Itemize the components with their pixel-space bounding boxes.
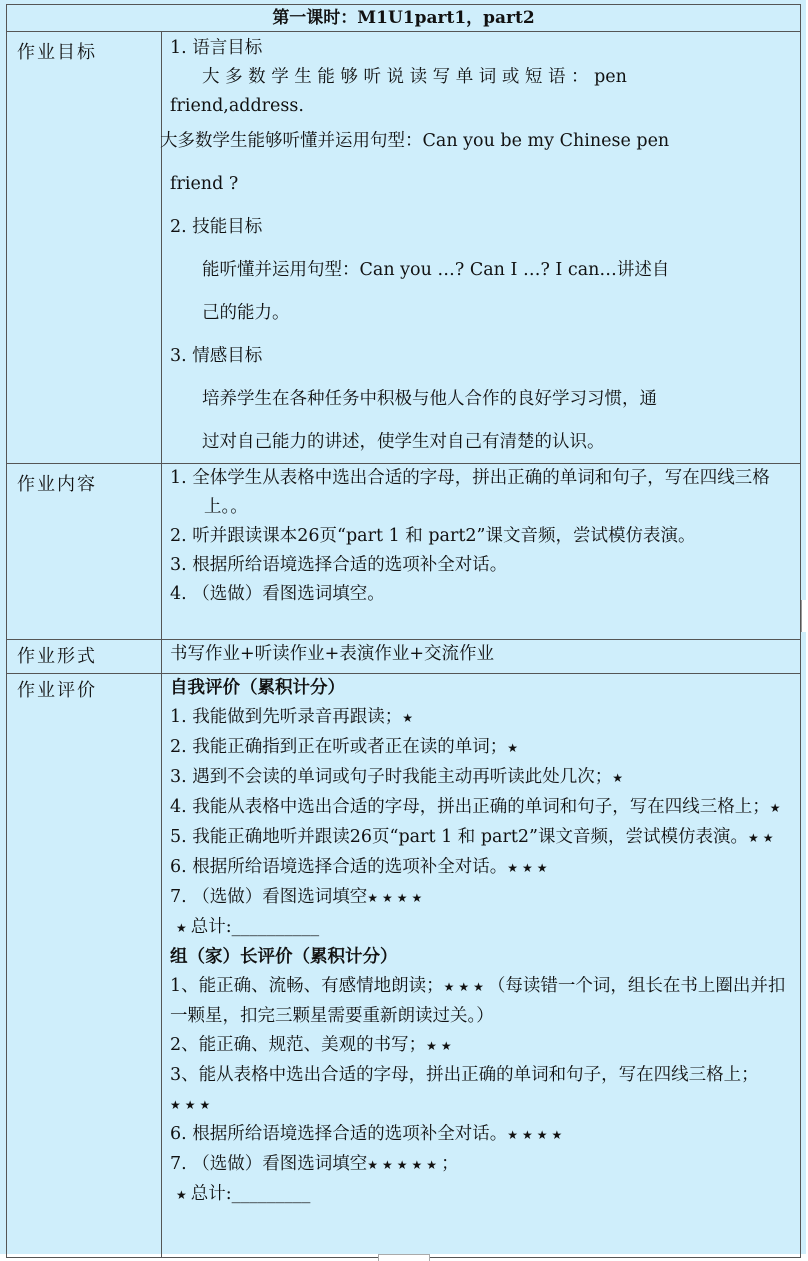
page-bottom-marker bbox=[378, 1254, 430, 1261]
language-goal-1b: friend,address. bbox=[170, 96, 304, 116]
language-goal-2b: friend ? bbox=[170, 174, 239, 194]
content-item-4: 4. （选做）看图选词填空。 bbox=[170, 584, 385, 604]
content-label: 作业内容 bbox=[7, 464, 162, 640]
star-icon: ★★★★★ bbox=[367, 1158, 442, 1172]
content-cell bbox=[162, 464, 801, 640]
language-goal-title: 1. 语言目标 bbox=[170, 38, 263, 58]
star-icon: ★★★ bbox=[170, 1098, 215, 1112]
emotion-goal-1b: 过对自己能力的讲述，使学生对自己有清楚的认识。 bbox=[202, 432, 605, 452]
table-title: 第一课时：M1U1part1，part2 bbox=[7, 5, 801, 32]
self-eval-text: 6. 根据所给语境选择合适的选项补全对话。 bbox=[170, 857, 508, 877]
evaluation-cell bbox=[162, 674, 801, 1258]
star-icon: ★★★ bbox=[507, 861, 552, 875]
language-goal-2a: 大多数学生能够听懂并运用句型：Can you be my Chinese pen bbox=[160, 131, 670, 151]
group-eval-text: 1、能正确、流畅、有感情地朗读； bbox=[170, 976, 444, 996]
form-text: 书写作业+听读作业+表演作业+交流作业 bbox=[162, 640, 801, 674]
self-total bbox=[170, 913, 794, 943]
emotion-goal-1a: 培养学生在各种任务中积极与他人合作的良好学习习惯，通 bbox=[202, 389, 657, 409]
self-eval-item bbox=[170, 793, 794, 823]
self-total-text: 总计:__________ bbox=[190, 917, 320, 937]
self-eval-item bbox=[170, 763, 794, 793]
self-eval-item bbox=[170, 853, 794, 883]
star-icon: ★★★ bbox=[443, 980, 488, 994]
goals-label: 作业目标 bbox=[7, 32, 162, 464]
star-icon: ★★ bbox=[426, 1039, 456, 1053]
self-eval-text: 4. 我能从表格中选出合适的字母，拼出正确的单词和句子，写在四线三格上； bbox=[170, 797, 770, 817]
self-eval-item bbox=[170, 823, 794, 853]
star-icon: ★ bbox=[507, 741, 523, 755]
skill-goal-1b: 己的能力。 bbox=[202, 303, 290, 323]
star-icon: ★ bbox=[402, 711, 418, 725]
evaluation-label: 作业评价 bbox=[7, 674, 162, 1258]
content-item-2: 2. 听并跟读课本26页“part 1 和 part2”课文音频，尝试模仿表演。 bbox=[170, 526, 696, 546]
content-item-1: 1. 全体学生从表格中选出合适的字母，拼出正确的单词和句子，写在四线三格上。。 bbox=[170, 468, 770, 517]
group-eval-item bbox=[170, 1120, 794, 1150]
language-goal-1a: 大 多 数 学 生 能 够 听 说 读 写 单 词 或 短 语 ： pen bbox=[202, 67, 627, 87]
group-eval-note: （每读错一个词，组长在书上圈出并扣一颗星，扣完三颗星需要重新朗读过关。） bbox=[170, 976, 786, 1026]
group-eval-text: 6. 根据所给语境选择合适的选项补全对话。 bbox=[170, 1124, 508, 1144]
self-eval-item bbox=[170, 703, 794, 733]
self-eval-text: 5. 我能正确地听并跟读26页“part 1 和 part2”课文音频，尝试模仿表演。 bbox=[170, 827, 748, 847]
group-eval-item bbox=[170, 1061, 794, 1120]
group-eval-text: 7. （选做）看图选词填空 bbox=[170, 1154, 368, 1174]
group-eval-tail: ； bbox=[441, 1154, 459, 1174]
page-edge-marker bbox=[801, 600, 808, 632]
star-icon: ★★ bbox=[747, 831, 778, 845]
emotion-goal-title: 3. 情感目标 bbox=[170, 346, 263, 366]
lesson-homework-table bbox=[6, 4, 801, 1258]
self-eval-item bbox=[170, 733, 794, 763]
self-eval-text: 3. 遇到不会读的单词或句子时我能主动再听读此处几次； bbox=[170, 767, 613, 787]
star-icon: ★ bbox=[176, 1188, 191, 1202]
star-icon: ★ bbox=[176, 921, 191, 935]
self-eval-text: 2. 我能正确指到正在听或者正在读的单词； bbox=[170, 737, 508, 757]
star-icon: ★ bbox=[612, 771, 628, 785]
group-eval-text: 2、能正确、规范、美观的书写； bbox=[170, 1035, 427, 1055]
content-item-3: 3. 根据所给语境选择合适的选项补全对话。 bbox=[170, 555, 508, 575]
skill-goal-title: 2. 技能目标 bbox=[170, 217, 263, 237]
star-icon: ★★★★ bbox=[507, 1128, 567, 1142]
self-eval-text: 1. 我能做到先听录音再跟读； bbox=[170, 707, 403, 727]
self-eval-title: 自我评价（累积计分） bbox=[170, 678, 345, 698]
self-eval-text: 7. （选做）看图选词填空 bbox=[170, 887, 368, 907]
group-total-text: 总计:_________ bbox=[190, 1184, 311, 1204]
star-icon: ★ bbox=[769, 801, 785, 815]
group-eval-item bbox=[170, 972, 794, 1031]
form-label: 作业形式 bbox=[7, 640, 162, 674]
group-eval-title: 组（家）长评价（累积计分） bbox=[170, 947, 398, 967]
group-eval-text: 3、能从表格中选出合适的字母，拼出正确的单词和句子，写在四线三格上； bbox=[170, 1065, 759, 1085]
goals-cell bbox=[162, 32, 801, 464]
star-icon: ★★★★ bbox=[367, 891, 427, 905]
self-eval-item bbox=[170, 883, 794, 913]
skill-goal-1a: 能听懂并运用句型：Can you …? Can I …? I can…讲述自 bbox=[202, 260, 670, 280]
group-total bbox=[170, 1180, 794, 1210]
group-eval-item bbox=[170, 1031, 794, 1061]
group-eval-item bbox=[170, 1150, 794, 1180]
